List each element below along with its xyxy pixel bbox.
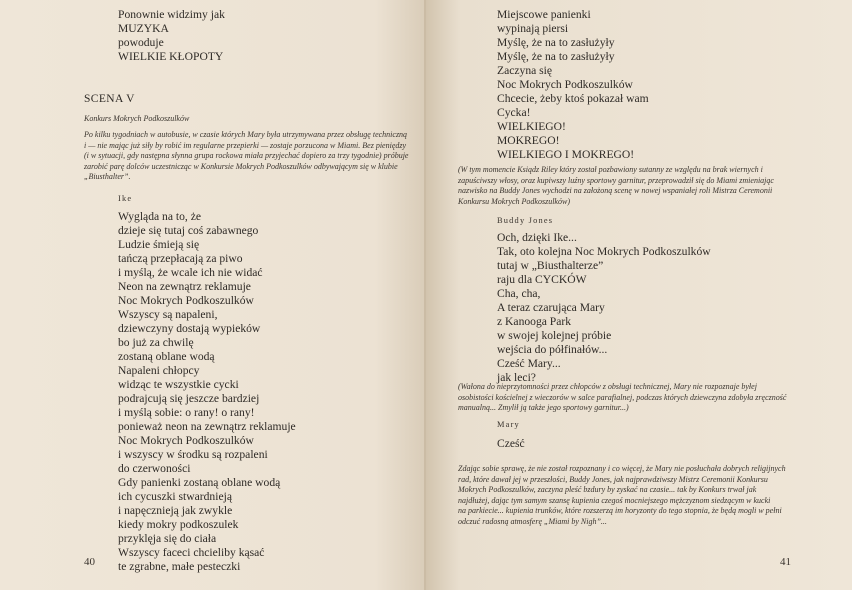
stage-direction-line: i — nie mając już siły by robić im regularne przepierki — zostaje porzucona w Miami. Bez pieniędzy — [84, 140, 407, 150]
song-line: A teraz czarująca Mary — [497, 301, 605, 314]
song-line: Wszyscy faceci chcieliby kąsać — [118, 546, 265, 559]
song-line: tutaj w „Biusthalterze” — [497, 259, 604, 272]
song-line: Myślę, że na to zasłużyły — [497, 50, 615, 63]
song-line: Chcecie, żeby ktoś pokazał wam — [497, 92, 649, 105]
song-line: i myślą sobie: o rany! o rany! — [118, 406, 255, 419]
stage-direction-line: „Biusthalter”. — [84, 172, 131, 182]
song-line: w swojej kolejnej próbie — [497, 329, 612, 342]
speaker-name: Mary — [497, 420, 520, 429]
song-line: bo już za chwilę — [118, 336, 194, 349]
song-line: te zgrabne, małe pesteczki — [118, 560, 241, 573]
opening-line: WIELKIE KŁOPOTY — [118, 50, 224, 63]
stage-direction-line: (Wałona do nieprzytomności przez chłopców z obsługi technicznej, Mary nie rozpoznaje byłej — [458, 382, 757, 391]
song-line: podrajcują się jeszcze bardziej — [118, 392, 260, 405]
right-page — [426, 0, 852, 590]
page-number: 40 — [84, 556, 95, 568]
song-line: Noc Mokrych Podkoszulków — [118, 294, 254, 307]
stage-direction-line: nazwisko na Buddy Jones wychodzi na założoną scenę w nowej wspaniałej roli Mistrza Ceremonii — [458, 186, 773, 196]
song-line: Cześć Mary... — [497, 357, 561, 370]
stage-direction-line: zarobić parę dolców uczestnicząc w Konkursie Mokrych Podkoszulków odbywającym się w klubie — [84, 161, 398, 171]
speaker-name: Ike — [118, 194, 133, 203]
page-number: 41 — [780, 556, 791, 568]
song-line: do czerwoności — [118, 462, 191, 475]
stage-direction-line: zapuściwszy włosy, oraz kupiwszy luźny sportowy garnitur, przeprowadził się do Miami zmieniając — [458, 175, 774, 185]
song-line: Cycka! — [497, 106, 531, 119]
song-line: Och, dzięki Ike... — [497, 231, 577, 244]
song-line: wypinają piersi — [497, 22, 569, 35]
song-line: raju dla CYCKÓW — [497, 273, 587, 286]
closing-direction-line: Mokrych Podkoszulków, zaczyna pleść bzdury by zyskać na czasie... tak by Konkurs trwał jak — [458, 485, 757, 495]
stage-direction-line: manualną... Zmylił ją także jego sportowy garnitur...) — [458, 403, 629, 413]
song-line: Zaczyna się — [497, 64, 553, 77]
song-line: MOKREGO! — [497, 134, 560, 147]
song-line: Tak, oto kolejna Noc Mokrych Podkoszulków — [497, 245, 711, 258]
closing-direction-line: rad, które dawał jej w przeszłości, Buddy Jones, jak najprawdziwszy Mistrz Ceremonii Konkursu — [458, 474, 768, 484]
song-line: Wszyscy są napaleni, — [118, 308, 218, 321]
stage-direction-line: (W tym momencie Ksiądz Riley który został pozbawiony sutanny ze względu na brak wiernych i — [458, 165, 763, 174]
stage-direction-line: (i w sytuacji, gdy następna słynna grupa rockowa miała przyjechać dopiero za trzy tygodnie) próbuje — [84, 151, 409, 161]
closing-direction-line: na parkiecie... kupienia trunków, które rozszerzą im horyzonty do tego stopnia, że będą mogli w pełni — [458, 506, 782, 516]
closing-direction-line: Zdając sobie sprawę, że nie został rozpoznany i co więcej, że Mary nie posłuchała dobrych religijnych — [458, 464, 786, 473]
closing-direction-line: odczuć radosną atmosferę „Miami by Nigh”... — [458, 517, 607, 526]
stage-direction-line: osobistości kościelnej z wieczorów w salce parafialnej, podczas których dziewczyna zdobyła zręczność — [458, 392, 787, 402]
song-line: Ludzie śmieją się — [118, 238, 200, 251]
closing-direction-line: najdłużej, dając tym samym szansę kupienia czegoś mocniejszego mężczyznom siedzącym w kucki — [458, 495, 771, 505]
song-line: Neon na zewnątrz reklamuje — [118, 280, 251, 293]
song-line: Miejscowe panienki — [497, 8, 591, 21]
song-line: Myślę, że na to zasłużyły — [497, 36, 615, 49]
speaker-name: Buddy Jones — [497, 216, 554, 225]
song-line: ich cycuszki stwardnieją — [118, 490, 232, 503]
song-line: Wygląda na to, że — [118, 210, 201, 223]
song-line: Gdy panienki zostaną oblane wodą — [118, 476, 281, 489]
song-line: kiedy mokry podkoszulek — [118, 518, 239, 531]
song-line: WIELKIEGO I MOKREGO! — [497, 148, 635, 161]
song-line: i napęcznieją jak zwykle — [118, 504, 233, 517]
song-line: dzieje się tutaj coś zabawnego — [118, 224, 259, 237]
song-line: jak leci? — [497, 371, 536, 384]
song-line: Noc Mokrych Podkoszulków — [118, 434, 254, 447]
song-line: tańczą przepłacają za piwo — [118, 252, 243, 265]
song-line: wejścia do półfinałów... — [497, 343, 608, 356]
song-line: zostaną oblane wodą — [118, 350, 215, 363]
stage-direction-line: Konkursu Mokrych Podkoszulków) — [458, 196, 570, 206]
song-line: WIELKIEGO! — [497, 120, 566, 133]
song-line: widząc te wszystkie cycki — [118, 378, 239, 391]
song-line: i wszyscy w środku są rozpaleni — [118, 448, 268, 461]
scene-heading: SCENA V — [84, 93, 135, 105]
song-line: przyklęja się do ciała — [118, 532, 217, 545]
song-line: ponieważ neon na zewnątrz reklamuje — [118, 420, 296, 433]
opening-line: MUZYKA — [118, 22, 169, 35]
opening-line: powoduje — [118, 36, 164, 49]
scene-subtitle: Konkurs Mokrych Podkoszulków — [84, 114, 190, 123]
stage-direction-line: Po kilku tygodniach w autobusie, w czasie których Mary była utrzymywana przez obsługę techniczną — [84, 130, 408, 139]
song-line: Cha, cha, — [497, 287, 541, 300]
song-line: Cześć — [497, 437, 525, 450]
song-line: Noc Mokrych Podkoszulków — [497, 78, 633, 91]
song-line: Napaleni chłopcy — [118, 364, 200, 377]
song-line: i myślą, że wcale ich nie widać — [118, 266, 263, 279]
song-line: dziewczyny dostają wypieków — [118, 322, 261, 335]
opening-line: Ponownie widzimy jak — [118, 8, 225, 21]
song-line: z Kanooga Park — [497, 315, 572, 328]
